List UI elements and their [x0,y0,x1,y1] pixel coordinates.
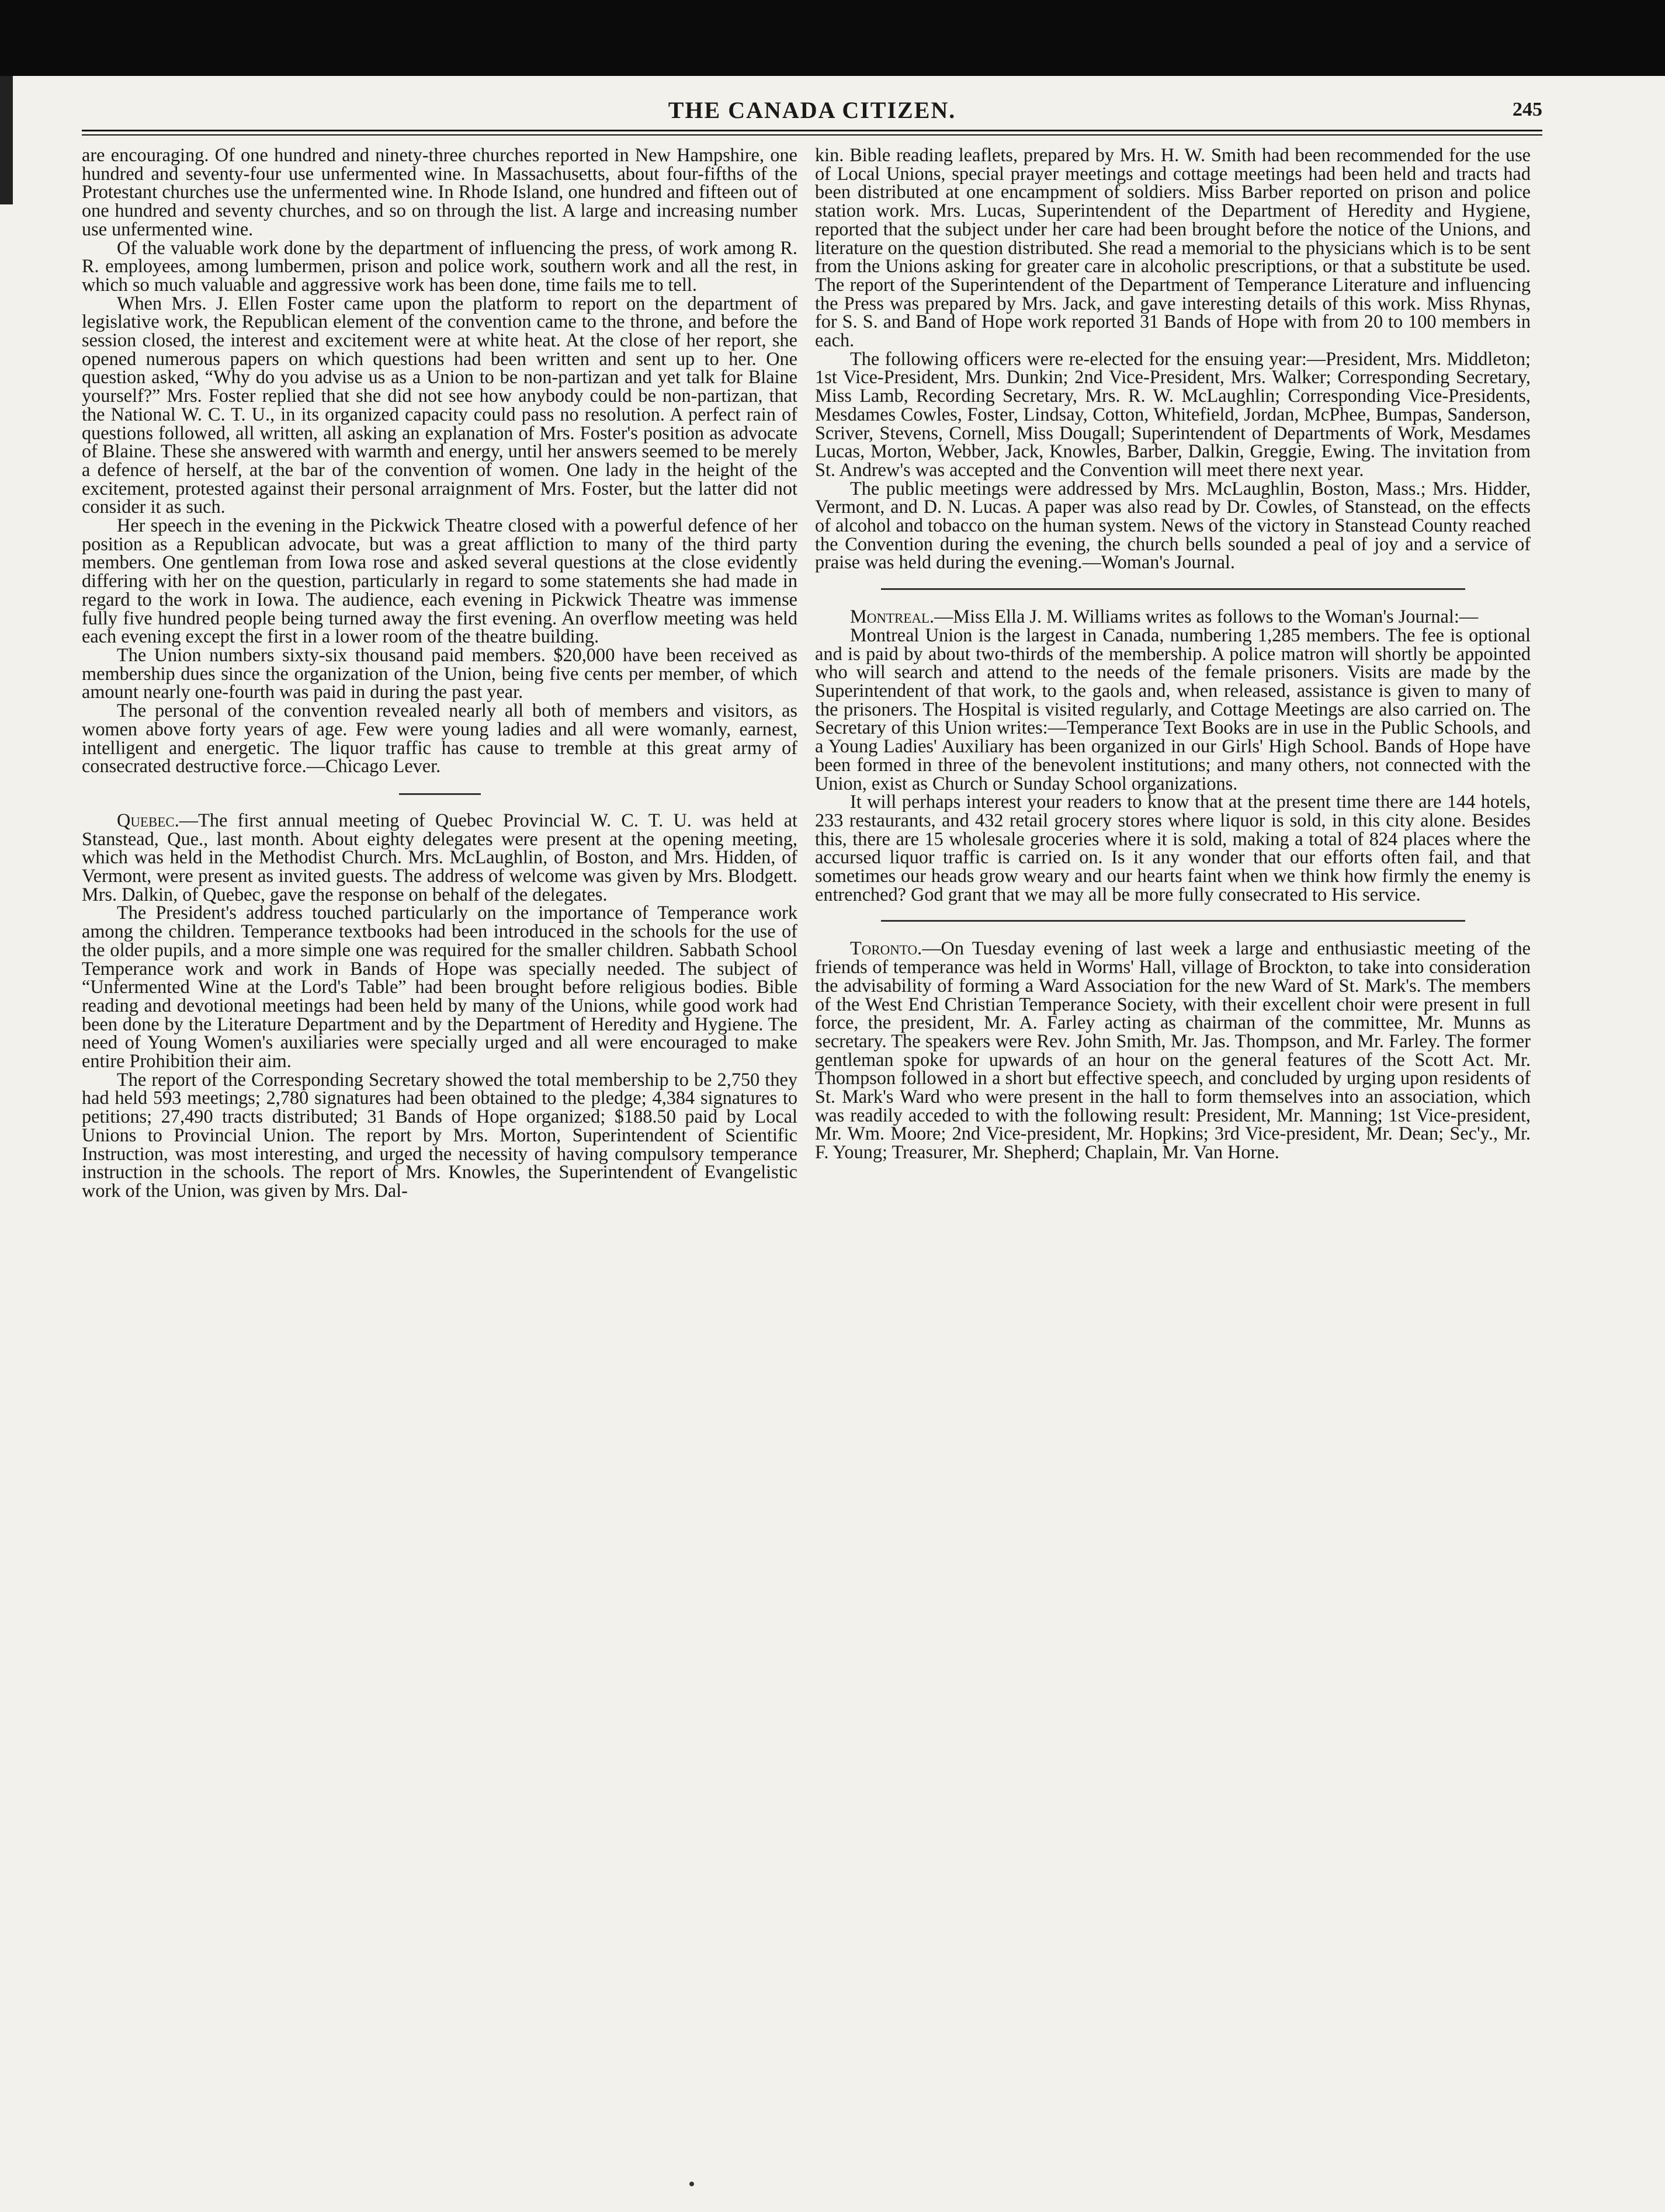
article-paragraph: are encouraging. Of one hundred and ninety-three churches reported in New Hampshire, one hundred and seventy-four use unfermented wine. In Massachusetts, about four-fifths of the Protestant churches use the unfermented wine. In Rhode Island, one hundred and fifteen out of one hundred and seventy churches, and so on through the list. A large and increasing number use unfermented wine. [82,144,797,239]
dateline: Quebec. [117,809,179,831]
article-paragraph: The following officers were re-elected for the ensuing year:—President, Mrs. Middleton; 1st Vice-President, Mrs. Dunkin; 2nd Vice-President, Mrs. Walker; Corresponding Secretary, Miss Lamb, Recording Secretary, Mrs. R. W. McLaughlin; Corresponding Vice-Presidents, Mesdames Cowles, Foster, Lindsay, Cotton, Whitefield, Jordan, McPhee, Bumpas, Sanderson, Scriver, Stevens, Cornell, Miss Dougall; Superintendent of Departments of Work, Mesdames Lucas, Morton, Webber, Jack, Knowles, Barber, Dalkin, Greggie, Ewing. The invitation from St. Andrew's was accepted and the Convention will meet there next year. [815,348,1531,480]
article-paragraph: The report of the Corresponding Secretary showed the total membership to be 2,750 they had held 593 meetings; 2,780 signatures had been obtained to the pledge; 4,384 signatures to petitions; 27,490 tracts distributed; 31 Bands of Hope organized; $188.50 paid by Local Unions to Provincial Union. The report by Mrs. Morton, Superintendent of Scientific Instruction, was most interesting, and urged the necessity of having compulsory temperance instruction in the schools. The report of Mrs. Knowles, the Superintendent of Evangelistic work of the Union, was given by Mrs. Dal- [82,1068,797,1201]
header-rule [82,130,1542,136]
dateline: Montreal. [850,606,935,627]
page-header [82,96,1542,131]
article-paragraph: kin. Bible reading leaflets, prepared by Mrs. H. W. Smith had been recommended for the use of Local Unions, special prayer meetings and cottage meetings had been held and tracts had been distributed at one encampment of soldiers. Miss Barber reported on prison and police station work. Mrs. Lucas, Superintendent of the Department of Heredity and Hygiene, reported that the subject under her care had been brought before the notice of the Unions, and literature on the question distributed. She read a memorial to the physicians which is to be sent from the Unions asking for greater care in alcoholic prescriptions, or that a substitute be used. The report of the Superintendent of the Department of Temperance Literature and influencing the Press was prepared by Mrs. Jack, and gave interesting details of this work. Miss Rhynas, for S. S. and Band of Hope work reported 31 Bands of Hope with from 20 to 100 members in each. [815,144,1531,351]
article-paragraph: The personal of the convention revealed nearly all both of members and visitors, as women above forty years of age. Few were young ladies and all were womanly, earnest, intelligent and energetic. The liquor traffic has cause to tremble at this great army of consecrated destructive force.—Chicago Lever. [82,700,797,777]
left-column [82,146,797,1200]
right-column [815,146,1531,1162]
article-separator [399,793,481,795]
article-paragraph: Of the valuable work done by the department of influencing the press, of work among R. R. employees, among lumbermen, prison and police work, southern work and all the rest, in which so much valuable and aggressive work has been done, time fails me to tell. [82,237,797,295]
article-paragraph: Her speech in the evening in the Pickwick Theatre closed with a powerful defence of her position as a Republican advocate, but was a great affliction to many of the third party members. One gentleman from Iowa rose and asked several questions at the close evidently differing with her on the question, particularly in regard to some statements she had made in regard to the work in Iowa. The audience, each evening in Pickwick Theatre was immense fully five hundred people being turned away the first evening. An overflow meeting was held each evening except the first in a lower room of the theatre building. [82,515,797,647]
dateline: Toronto. [850,937,922,959]
article-paragraph: Montreal Union is the largest in Canada, numbering 1,285 members. The fee is optional and is paid by about two-thirds of the membership. A police matron will shortly be appointed who will search and attend to the needs of the female prisoners. Visits are made by the Superintendent of that work, to the gaols and, when released, assistance is given to many of the prisoners. The Hospital is visited regularly, and Cottage Meetings are also carried on. The Secretary of this Union writes:—Temperance Text Books are in use in the Public Schools, and a Young Ladies' Auxiliary has been organized in our Girls' High School. Bands of Hope have been formed in three of the benevolent institutions; and many others, not connected with the Union, exist as Church or Sunday School organizations. [815,624,1531,794]
print-speck [689,2182,694,2186]
article-separator [881,920,1465,922]
article-paragraph: When Mrs. J. Ellen Foster came upon the platform to report on the department of legislative work, the Republican element of the convention came to the throne, and before the session closed, the interest and excitement were at white heat. At the close of her report, she opened numerous papers on which questions had been written and sent up to her. One question asked, “Why do you advise us as a Union to be non-partizan and yet talk for Blaine yourself?” Mrs. Foster replied that she did not see how anybody could be non-partizan, that the National W. C. T. U., in its organized capacity could pass no resolution. A perfect rain of questions followed, all written, all asking an explanation of Mrs. Foster's position as advocate of Blaine. These she answered with warmth and energy, until her answers seemed to be merely a defence of herself, at the bar of the convention of women. One lady in the height of the excitement, protested against their personal arraignment of Mrs. Foster, but the latter did not consider it as such. [82,292,797,518]
newspaper-title: THE CANADA CITIZEN. [668,97,956,123]
scan-left-edge [0,76,13,204]
article-paragraph: The public meetings were addressed by Mrs. McLaughlin, Boston, Mass.; Mrs. Hidder, Vermont, and D. N. Lucas. A paper was also read by Dr. Cowles, of Stanstead, on the effects of alcohol and tobacco on the human system. News of the victory in Stanstead County reached the Convention during the evening, the church bells sounded a peal of joy and a service of praise was held during the evening.—Woman's Journal. [815,477,1531,573]
scan-top-band [0,0,1665,76]
article-separator [881,588,1465,590]
article-paragraph: Montreal.—Miss Ella J. M. Williams writes as follows to the Woman's Journal:— [850,606,1479,627]
article-paragraph: The Union numbers sixty-six thousand paid members. $20,000 have been received as membership dues since the organization of the Union, being five cents per member, of which amount nearly one-fourth was paid in during the past year. [82,644,797,703]
article-paragraph: Quebec.—The first annual meeting of Quebec Provincial W. C. T. U. was held at Stanstead, Que., last month. About eighty delegates were present at the opening meeting, which was held in the Methodist Church. Mrs. McLaughlin, of Boston, and Mrs. Hidden, of Vermont, were present as invited guests. The address of welcome was given by Mrs. Blodgett. Mrs. Dalkin, of Quebec, gave the response on behalf of the delegates. [82,809,797,905]
article-paragraph: The President's address touched particularly on the importance of Temperance work among the children. Temperance textbooks had been introduced in the schools for the use of the older pupils, and a more simple one was required for the smaller children. Sabbath School Temperance work and work in Bands of Hope was specially needed. The subject of “Unfermented Wine at the Lord's Table” had been brought before religious bodies. Bible reading and devotional meetings had been held by many of the Unions, while good work had been done by the Literature Department and by the Department of Heredity and Hygiene. The need of Young Women's auxiliaries were specially urged and all were encouraged to make entire Prohibition their aim. [82,902,797,1072]
article-paragraph: Toronto.—On Tuesday evening of last week a large and enthusiastic meeting of the friends of temperance was held in Worms' Hall, village of Brockton, to take into consideration the advisability of forming a Ward Association for the new Ward of St. Mark's. The members of the West End Christian Temperance Society, with their excellent choir were present in full force, the president, Mr. A. Farley acting as chairman of the committee, Mr. Munns as secretary. The speakers were Rev. John Smith, Mr. Jas. Thompson, and Mr. Farley. The former gentleman spoke for upwards of an hour on the general features of the Scott Act. Mr. Thompson followed in a short but effective speech, and concluded by urging upon residents of St. Mark's Ward who were present in the hall to form themselves into an association, which was readily acceded to with the following result: President, Mr. Manning; 1st Vice-president, Mr. Wm. Moore; 2nd Vice-president, Mr. Hopkins; 3rd Vice-president, Mr. Dean; Sec'y., Mr. F. Young; Treasurer, Mr. Shepherd; Chaplain, Mr. Van Horne. [815,937,1531,1163]
page-number: 245 [1513,99,1542,120]
article-paragraph: It will perhaps interest your readers to know that at the present time there are 144 hotels, 233 restaurants, and 432 retail grocery stores where liquor is sold, in this city alone. Besides this, there are 15 wholesale groceries where it is sold, making a total of 824 places where the accursed liquor traffic is carried on. Is it any wonder that our efforts often fail, and that sometimes our heads grow weary and our hearts faint when we think how firmly the enemy is entrenched? God grant that we may all be more fully consecrated to His service. [815,791,1531,905]
